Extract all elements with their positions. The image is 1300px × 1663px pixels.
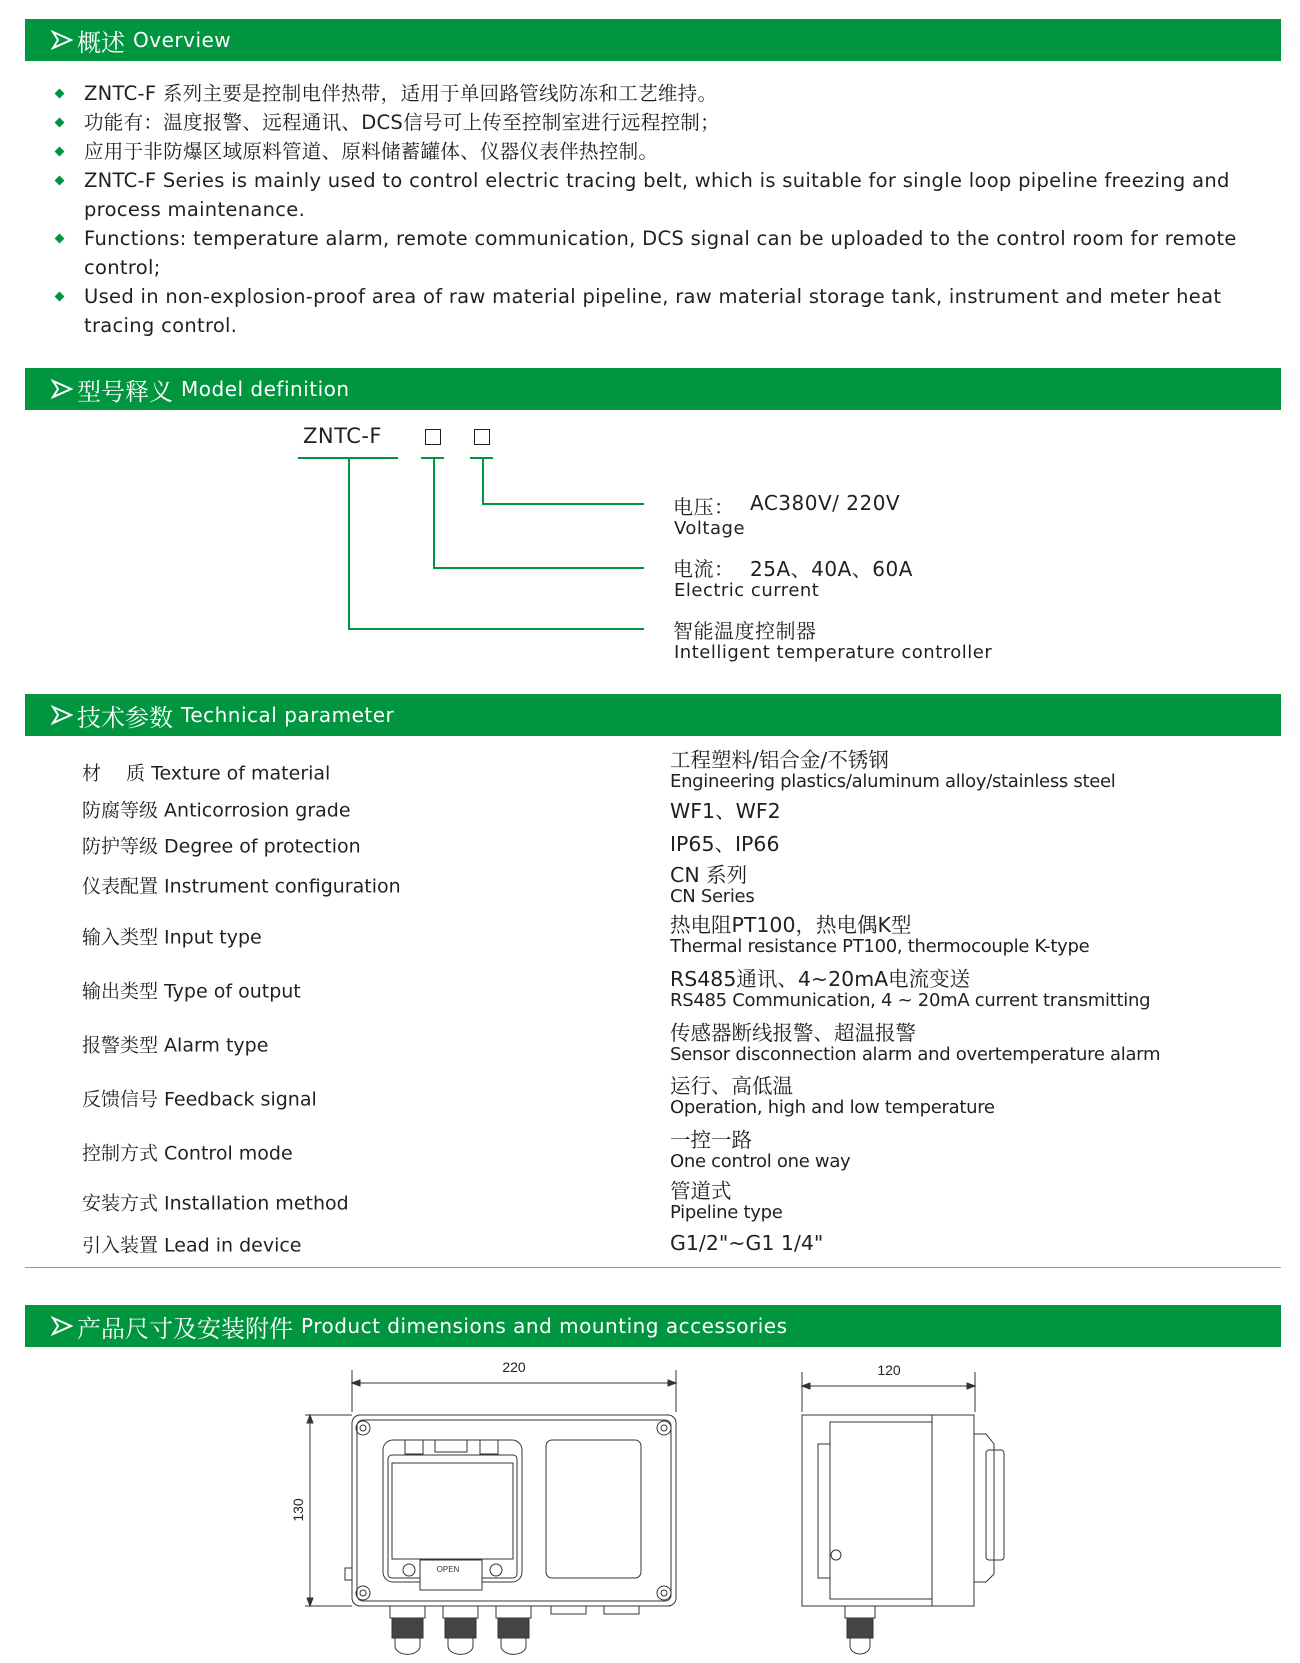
diamond-bullet-icon [55, 147, 65, 157]
param-value-cn: 工程塑料/铝合金/不锈钢 [670, 748, 889, 772]
bullet-text: ZNTC-F Series is mainly used to control electric tracing belt, which is suitable for single loop pipeline freezing and process maintenance. [84, 169, 1230, 221]
controller-label: 智能温度控制器 [673, 619, 817, 643]
param-value [670, 800, 781, 822]
param-value [670, 1022, 1160, 1066]
param-value-cn: 一控一路 [670, 1128, 752, 1152]
depth-dimension-label: 120 [877, 1362, 901, 1378]
current-value: 25A、40A、60A [750, 557, 913, 581]
param-value-cn: 管道式 [670, 1179, 732, 1203]
param-value [670, 1075, 995, 1119]
divider [25, 1267, 1281, 1268]
param-value [670, 864, 754, 908]
current-label-en: Electric current [674, 580, 820, 601]
section-title-en: Overview [133, 28, 232, 52]
section-title-en: Product dimensions and mounting accessories [301, 1314, 788, 1338]
param-label: 输入类型 Input type [82, 926, 262, 949]
diamond-bullet-icon [55, 292, 65, 302]
diamond-bullet-icon [55, 118, 65, 128]
param-value-en: CN Series [670, 886, 755, 907]
voltage-label: 电压： [673, 495, 735, 519]
param-value [670, 1129, 850, 1173]
section-title-cn: 型号释义 [77, 377, 173, 406]
section-title-en: Technical parameter [181, 703, 395, 727]
param-label: 安装方式 Installation method [82, 1192, 349, 1215]
param-value-en: RS485 Communication, 4 ~ 20mA current transmitting [670, 990, 1151, 1011]
param-value [670, 749, 1115, 793]
param-value [670, 1232, 823, 1254]
arrow-icon [51, 704, 73, 726]
param-value [670, 1180, 782, 1224]
model-slot-box [474, 429, 490, 445]
param-label: 材 质 Texture of material [82, 762, 331, 785]
model-slot-box [425, 429, 441, 445]
section-title-cn: 技术参数 [77, 703, 173, 732]
overview-list [56, 79, 1276, 340]
overview-bullet-item [56, 282, 1276, 340]
param-value-en: Engineering plastics/aluminum alloy/stainless steel [670, 771, 1116, 792]
arrow-icon [51, 1315, 73, 1337]
height-dimension-label: 130 [290, 1498, 306, 1522]
bullet-text: 功能有：温度报警、远程通讯、DCS信号可上传至控制室进行远程控制； [84, 111, 720, 134]
param-label: 引入装置 Lead in device [82, 1234, 302, 1257]
section-title-cn: 产品尺寸及安装附件 [77, 1314, 293, 1343]
side-view-drawing [802, 1362, 1004, 1654]
overview-bullet-item [56, 137, 1276, 166]
section-title-en: Model definition [181, 377, 350, 401]
section-title-cn: 概述 [77, 28, 125, 57]
param-value-cn: WF1、WF2 [670, 799, 781, 823]
width-dimension-label: 220 [502, 1359, 526, 1375]
param-label: 仪表配置 Instrument configuration [82, 875, 401, 898]
param-value [670, 914, 1089, 958]
open-label: OPEN [436, 1565, 460, 1574]
param-value-cn: 运行、高低温 [670, 1074, 793, 1098]
front-view-drawing [290, 1359, 676, 1654]
param-value-en: Thermal resistance PT100, thermocouple K-type [670, 936, 1090, 957]
current-label: 电流： [673, 557, 735, 581]
connector-line [348, 628, 644, 630]
dimension-drawings [0, 1350, 1300, 1663]
param-label: 输出类型 Type of output [82, 980, 301, 1003]
param-label: 反馈信号 Feedback signal [82, 1088, 317, 1111]
section-header-tech [25, 694, 1281, 736]
param-value-cn: IP65、IP66 [670, 832, 780, 856]
param-value-en: Sensor disconnection alarm and overtemperature alarm [670, 1044, 1161, 1065]
section-header-overview [25, 19, 1281, 61]
diamond-bullet-icon [55, 234, 65, 244]
model-code: ZNTC-F [303, 424, 383, 448]
param-value-en: One control one way [670, 1151, 851, 1172]
param-value [670, 833, 780, 855]
param-value-en: Operation, high and low temperature [670, 1097, 995, 1118]
cable-gland [390, 1606, 639, 1654]
voltage-value: AC380V/ 220V [750, 491, 901, 515]
param-value-cn: G1/2"~G1 1/4" [670, 1231, 824, 1255]
bullet-text: ZNTC-F 系列主要是控制电伴热带，适用于单回路管线防冻和工艺维持。 [84, 82, 718, 105]
connector-line [348, 457, 350, 629]
connector-line [433, 457, 435, 569]
overview-bullet-item [56, 79, 1276, 108]
param-value-cn: 传感器断线报警、超温报警 [670, 1021, 916, 1045]
connector-line [433, 567, 644, 569]
bullet-text: 应用于非防爆区域原料管道、原料储蓄罐体、仪器仪表伴热控制。 [84, 140, 659, 163]
arrow-icon [51, 29, 73, 51]
bullet-text: Used in non-explosion-proof area of raw material pipeline, raw material storage tank, instrument and meter heat tracing control. [84, 285, 1222, 337]
param-label: 防腐等级 Anticorrosion grade [82, 799, 351, 822]
param-value-cn: RS485通讯、4~20mA电流变送 [670, 967, 971, 991]
voltage-label-en: Voltage [674, 518, 746, 539]
param-value-cn: 热电阻PT100，热电偶K型 [670, 913, 912, 937]
controller-label-en: Intelligent temperature controller [674, 642, 993, 663]
section-header-model [25, 368, 1281, 410]
connector-line [482, 457, 484, 505]
param-label: 报警类型 Alarm type [82, 1034, 269, 1057]
diamond-bullet-icon [55, 89, 65, 99]
param-value [670, 968, 1150, 1012]
section-header-dimensions [25, 1305, 1281, 1347]
bullet-text: Functions: temperature alarm, remote communication, DCS signal can be uploaded to the control room for remote control; [84, 227, 1237, 279]
param-value-cn: CN 系列 [670, 863, 748, 887]
param-label: 控制方式 Control mode [82, 1142, 293, 1165]
overview-bullet-item [56, 166, 1276, 224]
overview-bullet-item [56, 108, 1276, 137]
connector-line [482, 503, 644, 505]
param-value-en: Pipeline type [670, 1202, 783, 1223]
diamond-bullet-icon [55, 176, 65, 186]
param-label: 防护等级 Degree of protection [82, 835, 361, 858]
arrow-icon [51, 378, 73, 400]
overview-bullet-item [56, 224, 1276, 282]
